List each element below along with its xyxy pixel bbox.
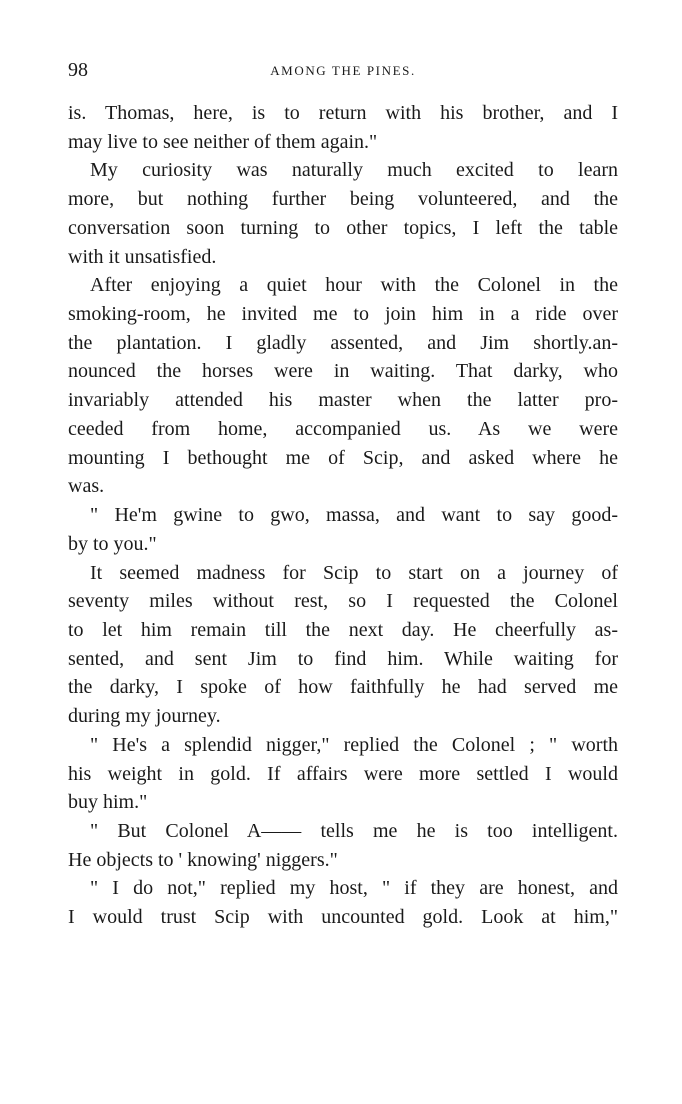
text-line: to let him remain till the next day. He cheerfully as- [68,618,618,641]
text-line: buy him." [68,791,148,814]
text-line: I would trust Scip with uncounted gold. Look at him," [68,906,618,929]
text-line: the darky, I spoke of how faithfully he had served me [68,676,618,699]
text-line: by to you." [68,532,157,555]
text-line: ceeded from home, accompanied us. As we were [68,417,618,440]
text-line: conversation soon turning to other topics, I left the table [68,216,618,239]
text-line: may live to see neither of them again." [68,130,378,153]
running-title: AMONG THE PINES. [270,63,416,78]
text-line: My curiosity was naturally much excited to learn [90,159,618,182]
text-line: invariably attended his master when the latter pro- [68,389,618,412]
text-line: After enjoying a quiet hour with the Colonel in the [90,274,618,297]
text-line: " He's a splendid nigger," replied the Colonel ; " worth [90,733,618,756]
text-line: is. Thomas, here, is to return with his brother, and I [68,102,618,124]
text-line: He objects to ' knowing' niggers." [68,848,338,871]
text-line: " But Colonel A—— tells me he is too intelligent. [90,819,618,842]
text-line: during my journey. [68,705,221,728]
text-line: nounced the horses were in waiting. That darky, who [68,360,618,383]
text-line: " I do not," replied my host, " if they are honest, and [90,877,618,900]
text-line: his weight in gold. If affairs were more settled I would [68,762,618,785]
text-line: was. [68,475,105,498]
text-line: with it unsatisfied. [68,245,217,268]
running-header [68,58,618,82]
text-line: more, but nothing further being volunteered, and the [68,188,618,211]
page-number: 98 [68,59,88,81]
text-line: smoking-room, he invited me to join him in a ride over [68,303,618,326]
text-line: seventy miles without rest, so I requested the Colonel [68,590,618,613]
text-line: mounting I bethought me of Scip, and asked where he [68,446,618,469]
body-text [68,99,618,932]
text-line: the plantation. I gladly assented, and Jim shortly.an- [68,331,618,354]
text-line: sented, and sent Jim to find him. While waiting for [68,647,618,670]
text-line: It seemed madness for Scip to start on a journey of [90,561,618,584]
text-line: " He'm gwine to gwo, massa, and want to say good- [90,504,618,527]
